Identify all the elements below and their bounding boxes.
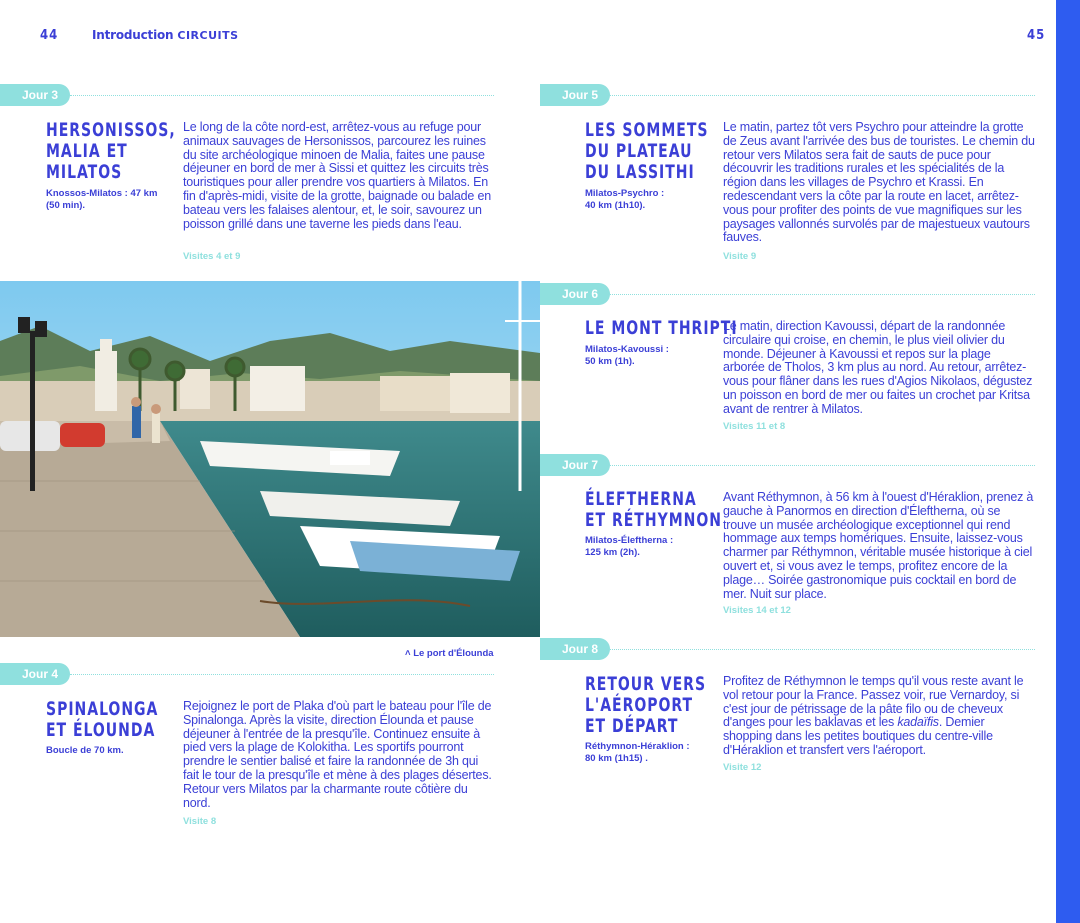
- running-title: Introduction: [92, 28, 174, 42]
- divider: [610, 294, 1035, 295]
- day-tab-7: Jour 7: [540, 454, 610, 476]
- photo-caption: ˄ Le port d'Élounda: [405, 648, 494, 659]
- day-5-text: Le matin, partez tôt vers Psychro pour atteindre la grotte de Zeus avant l'arrivée des bus de touristes. Le chemin du retour vers Milatos sera fait de sauts de puce pour découvrir les traditions rurales et les spécialités de la région dans les villages de Psychro et Krassi. En redescendant vers la côte par la route en lacet, arrêtez-vous pour profiter des points de vue magnifiques sur les paysages vallonnés survolés par de majestueux vautours fauves.: [723, 120, 1035, 245]
- harbour-photo: [0, 281, 540, 637]
- day-6-route: Milatos-Kavoussi : 50 km (1h).: [585, 344, 669, 367]
- day-4-text: Rejoignez le port de Plaka d'où part le bateau pour l'île de Spinalonga. Après la visite, direction Élounda et pause déjeuner à l'entrée de la presqu'île. Continuez ensuite à pied vers la plage de Kolokitha. Les sportifs pourront prendre le sentier balisé et faire la randonnée de 3h qui fait le tour de la presqu'île et mène à des plages désertes. Retour vers Milatos par la charmante route côtière du nord.: [183, 699, 492, 810]
- caret-up-icon: ˄: [405, 648, 411, 659]
- day-7-text: Avant Réthymnon, à 56 km à l'ouest d'Héraklion, prenez à gauche à Panormos en direction d'Éleftherna, où se trouve un musée archéologique exceptionnel qui rend hommage aux temps homériques. Ensuite, laissez-vous charmer par Réthymnon, véritable musée historique à ciel ouvert et, si vous avez le temps, profitez encore de la plage… Soirée gastronomique puis cocktail en bord de mer. Nuit sur place.: [723, 490, 1034, 601]
- day-tab-6: Jour 6: [540, 283, 610, 305]
- day-8-route: Réthymnon-Héraklion : 80 km (1h15) .: [585, 741, 690, 764]
- right-page-number: 45: [1027, 28, 1046, 43]
- day-8-title: RETOUR VERS L'AÉROPORT ET DÉPART: [585, 673, 707, 737]
- day-6-title: LE MONT THRIPTI: [585, 317, 738, 339]
- page-edge-bar: [1056, 0, 1080, 923]
- day-3-title: HERSONISSOS, MALIA ET MILATOS: [46, 119, 176, 183]
- day-5-visits: Visite 9: [723, 251, 757, 262]
- day-8-visits: Visite 12: [723, 762, 762, 773]
- divider: [610, 95, 1035, 96]
- day-tab-4: Jour 4: [0, 663, 70, 685]
- divider: [70, 674, 494, 675]
- divider: [70, 95, 494, 96]
- day-4-route: Boucle de 70 km.: [46, 745, 124, 756]
- day-4-title: SPINALONGA ET ÉLOUNDA: [46, 698, 159, 741]
- harbour-illustration: [0, 281, 540, 637]
- day-4-visits: Visite 8: [183, 816, 217, 827]
- day-5-route: Milatos-Psychro : 40 km (1h10).: [585, 188, 665, 211]
- day-7-route: Milatos-Éleftherna : 125 km (2h).: [585, 535, 674, 558]
- day-5-title: LES SOMMETS DU PLATEAU DU LASSITHI: [585, 119, 709, 183]
- day-6-visits: Visites 11 et 8: [723, 421, 786, 432]
- divider: [610, 649, 1035, 650]
- day-7-visits: Visites 14 et 12: [723, 605, 791, 616]
- running-subtitle: CIRCUITS: [177, 29, 239, 42]
- day-tab-3: Jour 3: [0, 84, 70, 106]
- running-header: [92, 28, 239, 42]
- divider: [610, 465, 1035, 466]
- day-8-text: Profitez de Réthymnon le temps qu'il vous reste avant le vol retour pour la France. Passez voir, rue Vernardoy, si c'est jour de pétrissage de la pâte filo ou de cheveux d'anges pour les baklavas et les kadaïfis. Demier shopping dans les petites boutiques du centre-ville d'Héraklion et transfert vers l'aéroport.: [723, 674, 1024, 757]
- day-3-visits: Visites 4 et 9: [183, 251, 241, 262]
- day-3-route: Knossos-Milatos : 47 km (50 min).: [46, 188, 158, 211]
- day-7-title: ÉLEFTHERNA ET RÉTHYMNON: [585, 488, 722, 531]
- day-6-text: Le matin, direction Kavoussi, départ de la randonnée circulaire qui croise, en chemin, le plus vieil olivier du monde. Déjeuner à Kavoussi et repos sur la plage arborée de Tholos, 3 km plus au nord. Au retour, arrêtez-vous pour flâner dans les rues d'Agios Nikolaos, dégustez un poisson en bord de mer ou faites un crochet par Kritsa avant de rentrer à Milatos.: [723, 319, 1033, 416]
- day-tab-5: Jour 5: [540, 84, 610, 106]
- day-tab-8: Jour 8: [540, 638, 610, 660]
- day-3-text: Le long de la côte nord-est, arrêtez-vous au refuge pour animaux sauvages de Hersonissos, parcourez les ruines du site archéologique minoen de Malia, faites une pause déjeuner en bord de mer à Sissi et quittez les circuits très touristiques pour aller prendre vos quartiers à Milatos. En fin d'après-midi, visite de la grotte, baignade ou balade en bateau vers les falaises alentour, et, le soir, savourez un poisson grillé dans une taverne les pieds dans l'eau.: [183, 120, 491, 231]
- left-page-number: 44: [40, 28, 59, 43]
